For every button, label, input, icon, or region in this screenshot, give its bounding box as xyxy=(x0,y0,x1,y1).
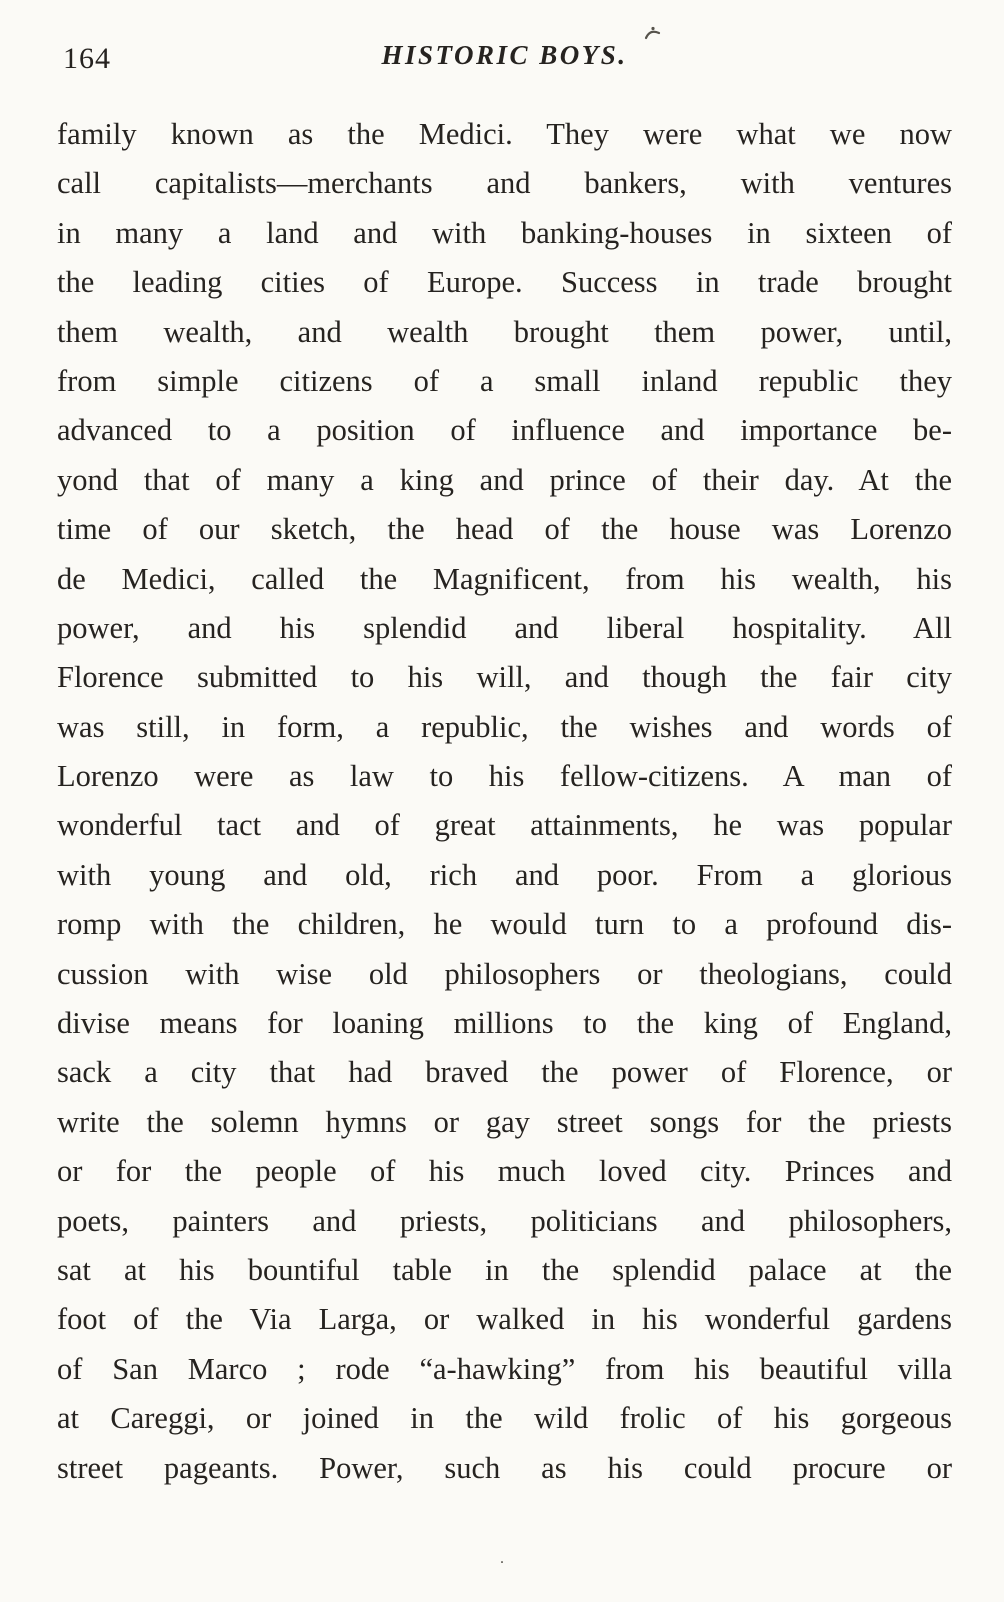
ink-smudge-ornament xyxy=(643,18,663,49)
text-line: sat at his bountiful table in the splendid palace at the xyxy=(57,1252,952,1287)
text-line: de Medici, called the Magnificent, from his wealth, his xyxy=(57,561,952,596)
text-line: at Careggi, or joined in the wild frolic of his gorgeous xyxy=(57,1401,952,1436)
header-title-text: HISTORIC BOYS. xyxy=(381,40,628,70)
text-line: was still, in form, a republic, the wishes and words of xyxy=(57,709,952,744)
text-line: in many a land and with banking-houses in sixteen of xyxy=(57,215,952,250)
text-line: street pageants. Power, such as his could procure or xyxy=(57,1450,952,1485)
text-line: divise means for loaning millions to the king of England, xyxy=(57,1006,952,1041)
text-line: wonderful tact and of great attainments, he was popular xyxy=(57,808,952,843)
text-line: of San Marco ; rode “a-hawking” from his beautiful villa xyxy=(57,1351,952,1386)
text-line: them wealth, and wealth brought them power, until, xyxy=(57,314,952,349)
text-line: or for the people of his much loved city. Princes and xyxy=(57,1154,952,1189)
text-line: Lorenzo were as law to his fellow-citizens. A man of xyxy=(57,759,952,794)
text-line: yond that of many a king and prince of their day. At the xyxy=(57,462,952,497)
text-line: write the solemn hymns or gay street songs for the priests xyxy=(57,1104,952,1139)
running-header xyxy=(57,34,952,84)
text-line: poets, painters and priests, politicians and philosophers, xyxy=(57,1203,952,1238)
text-line: with young and old, rich and poor. From a glorious xyxy=(57,857,952,892)
text-line: romp with the children, he would turn to a profound dis- xyxy=(57,907,952,942)
text-line: cussion with wise old philosophers or theologians, could xyxy=(57,956,952,991)
text-line: advanced to a position of influence and importance be- xyxy=(57,413,952,448)
text-line: foot of the Via Larga, or walked in his wonderful gardens xyxy=(57,1302,952,1337)
body-text xyxy=(57,110,952,1493)
text-line: call capitalists—merchants and bankers, with ventures xyxy=(57,166,952,201)
page-number: 164 xyxy=(63,42,111,75)
header-title xyxy=(57,40,952,71)
text-line: family known as the Medici. They were what we now xyxy=(57,117,952,151)
text-line: from simple citizens of a small inland republic they xyxy=(57,363,952,398)
footer-ink-dot: . xyxy=(500,1550,504,1567)
text-line: the leading cities of Europe. Success in trade brought xyxy=(57,265,952,300)
text-line: time of our sketch, the head of the house was Lorenzo xyxy=(57,512,952,547)
text-line: sack a city that had braved the power of Florence, or xyxy=(57,1055,952,1090)
text-line: Florence submitted to his will, and though the fair city xyxy=(57,660,952,695)
text-line: power, and his splendid and liberal hospitality. All xyxy=(57,610,952,645)
